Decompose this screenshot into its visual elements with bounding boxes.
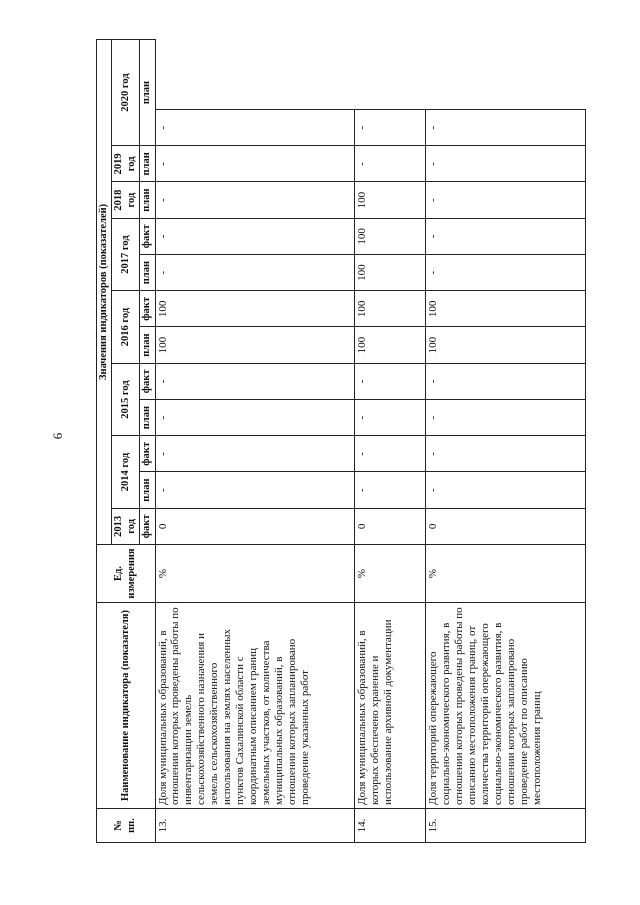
value-cell: 100 [355,327,426,363]
value-cell: - [355,436,426,472]
value-cell: - [155,400,355,436]
header-plan: план [140,327,155,363]
header-year-2017: 2017 год [112,218,140,291]
value-cell: - [155,218,355,254]
value-cell: 100 [355,291,426,327]
header-fact: факт [140,363,155,399]
header-plan: план [140,255,155,291]
header-plan: план [140,400,155,436]
unit-cell: % [355,545,426,603]
header-year-2015: 2015 год [112,363,140,436]
value-cell: - [155,363,355,399]
header-year-2018: 2018 год [112,182,140,218]
row-number: 14. [355,809,426,843]
table-row [355,39,426,842]
row-number: 15. [426,809,586,843]
header-year-2016: 2016 год [112,291,140,364]
header-fact: факт [140,508,155,544]
value-cell: 0 [355,508,426,544]
header-year-2014: 2014 год [112,436,140,509]
value-cell: - [426,110,586,146]
value-cell: - [155,182,355,218]
table-row [155,39,355,842]
page-number: 6 [50,432,65,440]
value-cell: - [426,182,586,218]
header-fact: факт [140,291,155,327]
row-number: 13. [155,809,355,843]
value-cell: - [155,110,355,146]
value-cell: - [155,472,355,508]
header-plan: план [140,146,155,182]
header-plan: план [140,472,155,508]
value-cell: - [355,400,426,436]
value-cell: 100 [155,291,355,327]
value-cell: - [426,218,586,254]
value-cell: - [155,436,355,472]
value-cell: - [426,436,586,472]
indicator-name: Доля муниципальных образований, в которых обеспечено хранение и использование архивной документации [355,603,426,809]
header-plan: план [140,182,155,218]
header-year-2013: 2013 год [112,508,140,544]
indicator-name: Доля муниципальных образований, в отношении которых проведены работы по инвентаризации земель сельскохозяйственного назначения и земель сельскохозяйственного использования на землях населенных пунктов Сахалинской области с координатным описанием границ земельных участков, от количества муниципальных образований, в отношении которых запланировано проведение указанных работ [155,603,355,809]
value-cell: 100 [355,218,426,254]
value-cell: - [426,400,586,436]
header-unit: Ед. измерения [97,545,156,603]
value-cell: 0 [426,508,586,544]
table-container [96,40,586,843]
value-cell: - [355,110,426,146]
header-plan: план [140,39,155,145]
header-fact: факт [140,436,155,472]
value-cell: - [155,255,355,291]
header-year-2019: 2019 год [112,146,140,182]
unit-cell: % [155,545,355,603]
value-cell: - [155,146,355,182]
indicator-name: Доля территорий опережающего социально-экономического развития, в отношении которых проведены работы по описанию местоположения границ, от количества территорий опережающего социально-экономического развития, в отношении которых запланировано проведение работ по описанию местоположения границ [426,603,586,809]
header-fact: факт [140,218,155,254]
value-cell: - [426,255,586,291]
value-cell: - [426,472,586,508]
table-row [426,39,586,842]
header-year-2020: 2020 год [112,39,140,145]
value-cell: 100 [426,327,586,363]
value-cell: 0 [155,508,355,544]
value-cell: - [426,146,586,182]
header-row-group [97,39,112,842]
header-name: Наименование индикатора (показателя) [97,603,156,809]
value-cell: 100 [355,255,426,291]
header-values-group: Значения индикаторов (показателей) [97,39,112,544]
indicators-table [96,39,586,843]
header-num: № пп. [97,809,156,843]
value-cell: 100 [426,291,586,327]
unit-cell: % [426,545,586,603]
value-cell: - [355,363,426,399]
value-cell: 100 [355,182,426,218]
value-cell: - [355,146,426,182]
value-cell: - [426,363,586,399]
value-cell: - [355,472,426,508]
value-cell: 100 [155,327,355,363]
